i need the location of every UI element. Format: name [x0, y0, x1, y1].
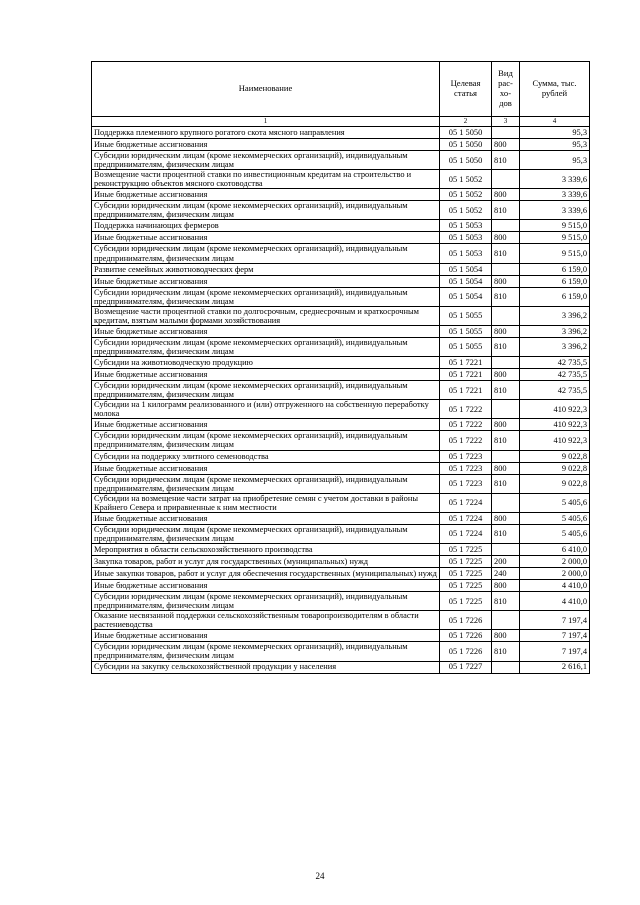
- row-target: 05 1 7222: [440, 400, 492, 419]
- row-target: 05 1 7225: [440, 556, 492, 568]
- table-row: [92, 544, 590, 556]
- row-type: 240: [492, 568, 520, 580]
- page-number: 24: [315, 871, 325, 881]
- row-name: Иные бюджетные ассигнования: [92, 325, 440, 337]
- row-sum: 3 339,6: [520, 189, 590, 201]
- table-row: [92, 369, 590, 381]
- row-type: 800: [492, 419, 520, 431]
- row-sum: 42 735,5: [520, 381, 590, 400]
- row-target: 05 1 7223: [440, 450, 492, 462]
- table-row: [92, 642, 590, 661]
- row-target: 05 1 7221: [440, 381, 492, 400]
- row-sum: 2 000,0: [520, 556, 590, 568]
- row-target: 05 1 5053: [440, 220, 492, 232]
- row-sum: 410 922,3: [520, 400, 590, 419]
- row-type: [492, 357, 520, 369]
- row-name: Субсидии юридическим лицам (кроме некоммерческих организаций), индивидуальным предпринимателям, физическим лицам: [92, 524, 440, 543]
- column-number: 2: [440, 117, 492, 127]
- row-name: Субсидии на 1 килограмм реализованного и (или) отгруженного на собственную переработку молока: [92, 400, 440, 419]
- row-target: 05 1 7222: [440, 419, 492, 431]
- row-target: 05 1 5054: [440, 275, 492, 287]
- row-name: Закупка товаров, работ и услуг для государственных (муниципальных) нужд: [92, 556, 440, 568]
- row-type: [492, 170, 520, 189]
- header-name: Наименование: [92, 62, 440, 117]
- table-row: [92, 232, 590, 244]
- row-name: Иные бюджетные ассигнования: [92, 232, 440, 244]
- header-type: Вид рас-хо-дов: [492, 62, 520, 117]
- row-name: Возмещение части процентной ставки по долгосрочным, среднесрочным и краткосрочным кредитам, взятым малыми формами хозяйствования: [92, 306, 440, 325]
- table-row: [92, 139, 590, 151]
- row-name: Иные бюджетные ассигнования: [92, 580, 440, 592]
- row-sum: 3 396,2: [520, 325, 590, 337]
- row-type: 800: [492, 512, 520, 524]
- table-row: [92, 568, 590, 580]
- row-name: Субсидии юридическим лицам (кроме некоммерческих организаций), индивидуальным предпринимателям, физическим лицам: [92, 151, 440, 170]
- row-target: 05 1 7226: [440, 642, 492, 661]
- table-row: [92, 287, 590, 306]
- row-type: [492, 611, 520, 630]
- table-header-row: [92, 62, 590, 117]
- row-name: Иные бюджетные ассигнования: [92, 419, 440, 431]
- header-sum: Сумма, тыс. рублей: [520, 62, 590, 117]
- row-sum: 6 159,0: [520, 263, 590, 275]
- budget-table: [91, 61, 590, 674]
- table-row: [92, 337, 590, 356]
- table-row: [92, 201, 590, 220]
- row-target: 05 1 5054: [440, 287, 492, 306]
- row-target: 05 1 7225: [440, 544, 492, 556]
- row-target: 05 1 7224: [440, 493, 492, 512]
- row-sum: 2 616,1: [520, 661, 590, 673]
- table-row: [92, 512, 590, 524]
- row-name: Иные бюджетные ассигнования: [92, 189, 440, 201]
- row-name: Мероприятия в области сельскохозяйственного производства: [92, 544, 440, 556]
- row-name: Иные закупки товаров, работ и услуг для обеспечения государственных (муниципальных) нужд: [92, 568, 440, 580]
- row-type: 800: [492, 232, 520, 244]
- row-name: Развитие семейных животноводческих ферм: [92, 263, 440, 275]
- row-sum: 7 197,4: [520, 642, 590, 661]
- table-row: [92, 661, 590, 673]
- row-sum: 95,3: [520, 151, 590, 170]
- column-number: 4: [520, 117, 590, 127]
- row-type: 810: [492, 474, 520, 493]
- table-row: [92, 170, 590, 189]
- row-sum: 410 922,3: [520, 419, 590, 431]
- table-row: [92, 580, 590, 592]
- row-name: Оказание несвязанной поддержки сельскохозяйственным товаропроизводителям в области растениеводства: [92, 611, 440, 630]
- row-type: [492, 306, 520, 325]
- row-target: 05 1 7227: [440, 661, 492, 673]
- row-name: Субсидии юридическим лицам (кроме некоммерческих организаций), индивидуальным предпринимателям, физическим лицам: [92, 381, 440, 400]
- table-row: [92, 325, 590, 337]
- table-row: [92, 462, 590, 474]
- row-type: 810: [492, 381, 520, 400]
- row-target: 05 1 7226: [440, 611, 492, 630]
- row-sum: 5 405,6: [520, 512, 590, 524]
- table-row: [92, 189, 590, 201]
- row-sum: 95,3: [520, 139, 590, 151]
- row-type: [492, 661, 520, 673]
- row-type: 810: [492, 431, 520, 450]
- row-type: 810: [492, 201, 520, 220]
- row-type: 810: [492, 592, 520, 611]
- row-name: Субсидии юридическим лицам (кроме некоммерческих организаций), индивидуальным предпринимателям, физическим лицам: [92, 337, 440, 356]
- row-name: Субсидии юридическим лицам (кроме некоммерческих организаций), индивидуальным предпринимателям, физическим лицам: [92, 201, 440, 220]
- row-sum: 4 410,0: [520, 580, 590, 592]
- row-type: 810: [492, 524, 520, 543]
- row-sum: 7 197,4: [520, 611, 590, 630]
- row-type: 800: [492, 462, 520, 474]
- row-sum: 3 396,2: [520, 337, 590, 356]
- row-type: 810: [492, 337, 520, 356]
- table-row: [92, 275, 590, 287]
- row-target: 05 1 5050: [440, 151, 492, 170]
- row-type: [492, 493, 520, 512]
- row-target: 05 1 5053: [440, 244, 492, 263]
- row-name: Субсидии на животноводческую продукцию: [92, 357, 440, 369]
- row-type: 800: [492, 630, 520, 642]
- row-target: 05 1 5052: [440, 170, 492, 189]
- row-name: Иные бюджетные ассигнования: [92, 630, 440, 642]
- row-type: [492, 220, 520, 232]
- table-row: [92, 244, 590, 263]
- row-name: Субсидии юридическим лицам (кроме некоммерческих организаций), индивидуальным предпринимателям, физическим лицам: [92, 474, 440, 493]
- row-sum: 6 159,0: [520, 275, 590, 287]
- row-sum: 5 405,6: [520, 493, 590, 512]
- row-sum: 3 339,6: [520, 170, 590, 189]
- header-target: Целевая статья: [440, 62, 492, 117]
- row-sum: 7 197,4: [520, 630, 590, 642]
- table-row: [92, 493, 590, 512]
- row-target: 05 1 7221: [440, 357, 492, 369]
- row-sum: 2 000,0: [520, 568, 590, 580]
- row-name: Субсидии юридическим лицам (кроме некоммерческих организаций), индивидуальным предпринимателям, физическим лицам: [92, 287, 440, 306]
- table-row: [92, 592, 590, 611]
- row-name: Субсидии на возмещение части затрат на приобретение семян с учетом доставки в районы Крайнего Севера и приравненные к ним местности: [92, 493, 440, 512]
- row-sum: 9 515,0: [520, 220, 590, 232]
- row-name: Субсидии на закупку сельскохозяйственной продукции у населения: [92, 661, 440, 673]
- table-row: [92, 400, 590, 419]
- row-type: 810: [492, 287, 520, 306]
- row-target: 05 1 5050: [440, 139, 492, 151]
- row-type: 800: [492, 369, 520, 381]
- table-row: [92, 524, 590, 543]
- row-target: 05 1 7223: [440, 474, 492, 493]
- row-name: Субсидии юридическим лицам (кроме некоммерческих организаций), индивидуальным предпринимателям, физическим лицам: [92, 642, 440, 661]
- row-type: 800: [492, 275, 520, 287]
- row-name: Возмещение части процентной ставки по инвестиционным кредитам на строительство и реконструкцию объектов мясного скотоводства: [92, 170, 440, 189]
- table-row: [92, 630, 590, 642]
- column-number-row: [92, 117, 590, 127]
- row-name: Иные бюджетные ассигнования: [92, 275, 440, 287]
- row-type: 800: [492, 139, 520, 151]
- table-row: [92, 419, 590, 431]
- row-name: Субсидии юридическим лицам (кроме некоммерческих организаций), индивидуальным предпринимателям, физическим лицам: [92, 431, 440, 450]
- row-sum: 3 339,6: [520, 201, 590, 220]
- row-target: 05 1 5053: [440, 232, 492, 244]
- table-row: [92, 306, 590, 325]
- row-type: 800: [492, 189, 520, 201]
- row-target: 05 1 5055: [440, 337, 492, 356]
- row-sum: 410 922,3: [520, 431, 590, 450]
- row-target: 05 1 5054: [440, 263, 492, 275]
- row-type: 810: [492, 151, 520, 170]
- row-sum: 95,3: [520, 127, 590, 139]
- row-sum: 42 735,5: [520, 357, 590, 369]
- row-type: [492, 400, 520, 419]
- table-row: [92, 357, 590, 369]
- table-row: [92, 431, 590, 450]
- table-row: [92, 127, 590, 139]
- row-type: 800: [492, 325, 520, 337]
- table-row: [92, 611, 590, 630]
- row-target: 05 1 5052: [440, 189, 492, 201]
- column-number: 1: [92, 117, 440, 127]
- row-target: 05 1 5055: [440, 325, 492, 337]
- table-row: [92, 263, 590, 275]
- column-number: 3: [492, 117, 520, 127]
- row-target: 05 1 5052: [440, 201, 492, 220]
- row-name: Иные бюджетные ассигнования: [92, 139, 440, 151]
- row-sum: 9 515,0: [520, 244, 590, 263]
- row-sum: 9 022,8: [520, 474, 590, 493]
- table-row: [92, 220, 590, 232]
- row-target: 05 1 7225: [440, 592, 492, 611]
- row-name: Поддержка начинающих фермеров: [92, 220, 440, 232]
- row-target: 05 1 7225: [440, 568, 492, 580]
- row-sum: 6 410,0: [520, 544, 590, 556]
- row-target: 05 1 5050: [440, 127, 492, 139]
- row-name: Субсидии на поддержку элитного семеноводства: [92, 450, 440, 462]
- row-type: 810: [492, 244, 520, 263]
- row-sum: 5 405,6: [520, 524, 590, 543]
- row-name: Поддержка племенного крупного рогатого скота мясного направления: [92, 127, 440, 139]
- row-target: 05 1 7221: [440, 369, 492, 381]
- table-row: [92, 474, 590, 493]
- row-target: 05 1 5055: [440, 306, 492, 325]
- row-target: 05 1 7222: [440, 431, 492, 450]
- table-row: [92, 450, 590, 462]
- row-target: 05 1 7224: [440, 524, 492, 543]
- table-row: [92, 556, 590, 568]
- row-target: 05 1 7223: [440, 462, 492, 474]
- row-type: 810: [492, 642, 520, 661]
- row-name: Субсидии юридическим лицам (кроме некоммерческих организаций), индивидуальным предпринимателям, физическим лицам: [92, 244, 440, 263]
- row-target: 05 1 7224: [440, 512, 492, 524]
- row-type: [492, 127, 520, 139]
- row-target: 05 1 7226: [440, 630, 492, 642]
- row-type: 200: [492, 556, 520, 568]
- row-target: 05 1 7225: [440, 580, 492, 592]
- row-name: Иные бюджетные ассигнования: [92, 512, 440, 524]
- row-name: Субсидии юридическим лицам (кроме некоммерческих организаций), индивидуальным предпринимателям, физическим лицам: [92, 592, 440, 611]
- row-sum: 42 735,5: [520, 369, 590, 381]
- row-name: Иные бюджетные ассигнования: [92, 369, 440, 381]
- row-name: Иные бюджетные ассигнования: [92, 462, 440, 474]
- row-type: [492, 544, 520, 556]
- row-sum: 4 410,0: [520, 592, 590, 611]
- row-type: 800: [492, 580, 520, 592]
- row-sum: 6 159,0: [520, 287, 590, 306]
- row-sum: 9 515,0: [520, 232, 590, 244]
- table-row: [92, 151, 590, 170]
- row-sum: 9 022,8: [520, 462, 590, 474]
- row-sum: 3 396,2: [520, 306, 590, 325]
- table-row: [92, 381, 590, 400]
- row-type: [492, 263, 520, 275]
- row-type: [492, 450, 520, 462]
- row-sum: 9 022,8: [520, 450, 590, 462]
